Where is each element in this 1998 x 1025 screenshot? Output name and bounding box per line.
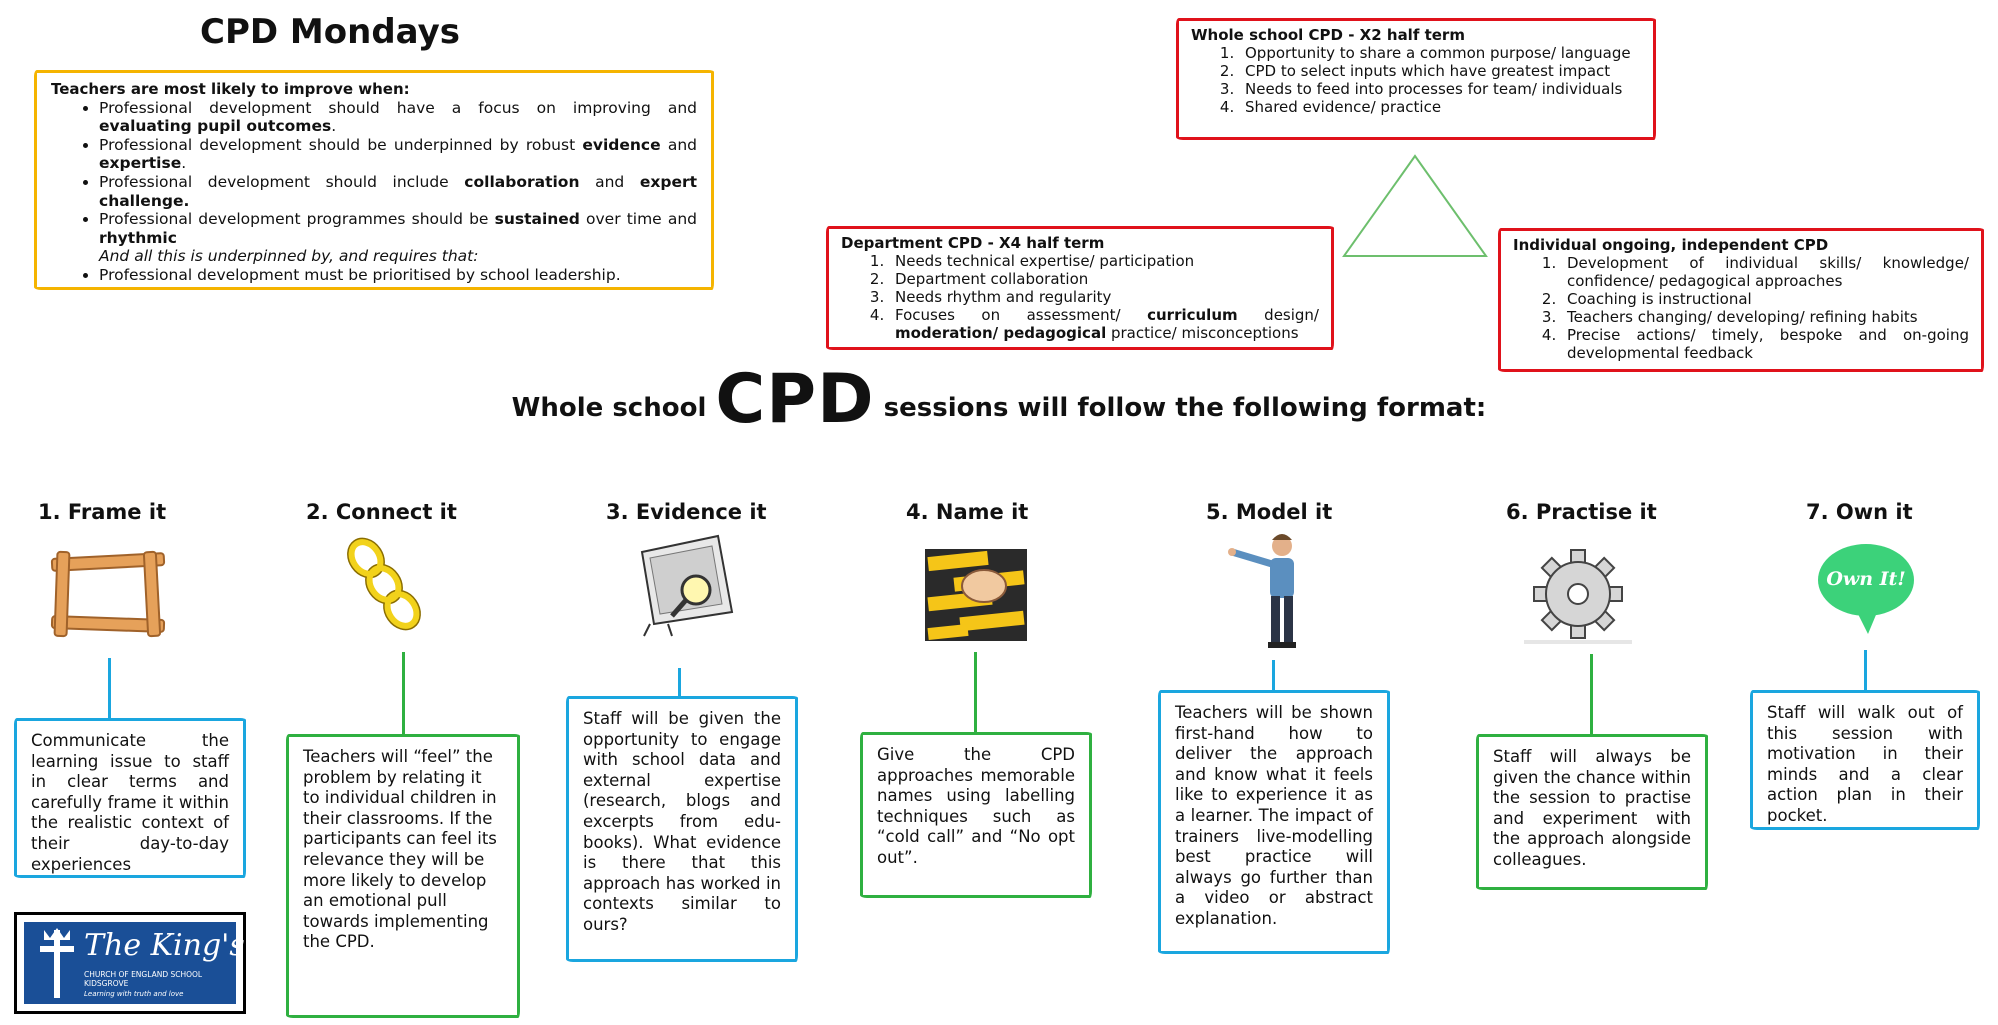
format-heading-cpd: CPD <box>715 360 875 439</box>
connector-line <box>678 668 681 696</box>
improvement-criteria-box <box>34 70 714 290</box>
list-item: 1. Opportunity to share a common purpose/ language <box>1239 44 1641 62</box>
list-item: • Professional development programmes should be sustained over time and rhythmic <box>99 210 697 247</box>
chain-links-icon <box>338 534 428 634</box>
department-cpd-box <box>826 226 1334 350</box>
list-item: 2. CPD to select inputs which have greatest impact <box>1239 62 1641 80</box>
step-5-heading: 5. Model it <box>1206 500 1333 524</box>
step-7-description: Staff will walk out of this session with motivation in their minds and a clear action plan in their pocket. <box>1750 690 1980 830</box>
connector-line <box>1272 660 1275 690</box>
step-4-description: Give the CPD approaches memorable names using labelling techniques such as “cold call” and “No opt out”. <box>860 732 1092 898</box>
connector-line <box>402 652 405 734</box>
step-7-heading: 7. Own it <box>1806 500 1913 524</box>
whole-school-cpd-box <box>1176 18 1656 140</box>
individual-list <box>1513 254 1969 362</box>
list-item: 2. Department collaboration <box>889 270 1319 288</box>
logo-tagline: Learning with truth and love <box>84 990 184 998</box>
list-item: 3. Needs to feed into processes for team/ individuals <box>1239 80 1641 98</box>
own-it-speech-bubble-icon <box>1816 540 1916 640</box>
department-list <box>841 252 1319 342</box>
connector-line <box>108 658 111 724</box>
step-2-description: Teachers will “feel” the problem by relating it to individual children in their classrooms. If the participants can feel its relevance they will be more likely to develop an emotional pull towards implementing the CPD. <box>286 734 520 1018</box>
step-1-heading: 1. Frame it <box>38 500 167 524</box>
department-heading: Department CPD - X4 half term <box>841 234 1105 252</box>
leadership-note: And all this is underpinned by, and requires that: <box>99 247 479 266</box>
magnifier-evidence-icon <box>620 532 740 638</box>
individual-cpd-box <box>1498 228 1984 372</box>
step-3-description: Staff will be given the opportunity to engage with school data and external expertise (research, blogs and excerpts from edu-books). What evidence is there that this approach has worked in contexts similar to ours? <box>566 696 798 962</box>
list-item: 3. Needs rhythm and regularity <box>889 288 1319 306</box>
leadership-list <box>51 266 697 285</box>
cross-crown-icon <box>32 924 82 1002</box>
list-item: • Professional development should have a focus on improving and evaluating pupil outcomes. <box>99 99 697 136</box>
page-title: CPD Mondays <box>200 12 460 52</box>
triangle-diagram <box>1340 150 1490 262</box>
format-heading-post: sessions will follow the following format: <box>874 393 1487 423</box>
step-1-description: Communicate the learning issue to staff in clear terms and carefully frame it within the realistic context of their day-to-day experiences <box>14 718 246 878</box>
connector-line <box>974 652 977 734</box>
whole-school-heading: Whole school CPD - X2 half term <box>1191 26 1465 44</box>
list-item: • Professional development should include collaboration and expert challenge. <box>99 173 697 210</box>
step-3-heading: 3. Evidence it <box>606 500 767 524</box>
list-item: 4. Precise actions/ timely, bespoke and on-going developmental feedback <box>1561 326 1969 362</box>
list-item: 3. Teachers changing/ developing/ refining habits <box>1561 308 1969 326</box>
connector-line <box>1590 654 1593 736</box>
logo-subtitle: CHURCH OF ENGLAND SCHOOL KIDSGROVE <box>84 970 203 988</box>
logo-badge <box>24 922 245 1004</box>
improvement-heading: Teachers are most likely to improve when: <box>51 80 410 98</box>
name-labels-icon <box>924 548 1028 642</box>
format-heading <box>0 360 1998 439</box>
school-logo <box>14 912 246 1014</box>
list-item: • Professional development should be underpinned by robust evidence and expertise. <box>99 136 697 173</box>
individual-heading: Individual ongoing, independent CPD <box>1513 236 1829 254</box>
format-heading-pre: Whole school <box>511 393 716 423</box>
whole-school-list <box>1191 44 1641 116</box>
step-2-heading: 2. Connect it <box>306 500 457 524</box>
list-item: • Professional development must be prioritised by school leadership. <box>99 266 697 285</box>
wooden-frame-icon <box>48 548 168 640</box>
step-4-heading: 4. Name it <box>906 500 1029 524</box>
list-item: 1. Needs technical expertise/ participation <box>889 252 1319 270</box>
step-6-heading: 6. Practise it <box>1506 500 1657 524</box>
list-item: 1. Development of individual skills/ knowledge/ confidence/ pedagogical approaches <box>1561 254 1969 290</box>
step-5-description: Teachers will be shown first-hand how to deliver the approach and know what it feels like to experience it as a learner. The impact of trainers live-modelling best practice will always go further than a video or abstract explanation. <box>1158 690 1390 954</box>
improvement-list <box>51 99 697 248</box>
step-6-description: Staff will always be given the chance within the session to practise and experiment with the approach alongside colleagues. <box>1476 734 1708 890</box>
presenter-person-icon <box>1226 530 1322 654</box>
list-item: 2. Coaching is instructional <box>1561 290 1969 308</box>
logo-name: The King's <box>84 928 245 963</box>
list-item: 4. Shared evidence/ practice <box>1239 98 1641 116</box>
gear-icon <box>1522 546 1634 646</box>
own-it-bubble-text: Own It! <box>1826 568 1906 590</box>
connector-line <box>1864 650 1867 694</box>
list-item: 4. Focuses on assessment/ curriculum design/ moderation/ pedagogical practice/ misconceptions <box>889 306 1319 342</box>
